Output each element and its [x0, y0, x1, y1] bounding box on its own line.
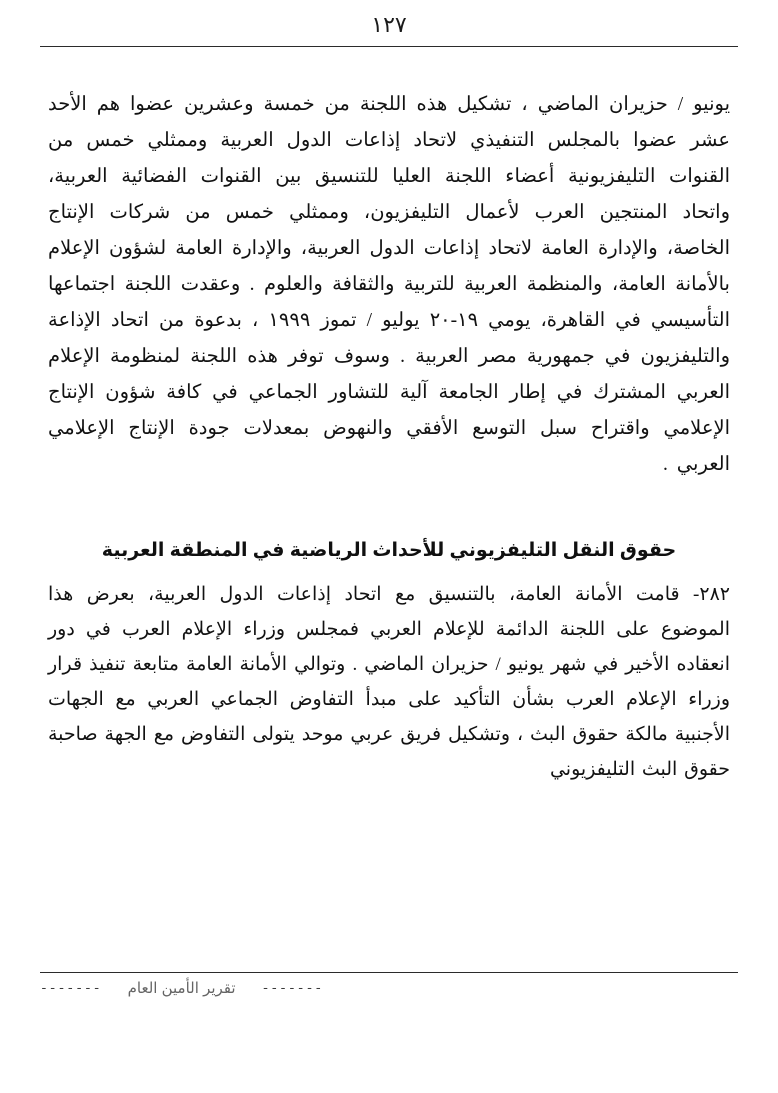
section-heading: حقوق النقل التليفزيوني للأحداث الرياضية في المنطقة العربية — [101, 540, 677, 561]
footer-dashes-left: ------- — [261, 980, 324, 996]
footer-divider — [40, 972, 738, 973]
page-number: ١٢٧ — [371, 12, 407, 37]
body-text-area — [48, 87, 730, 483]
item-number: ٢٨٢- — [693, 584, 730, 605]
paragraph: يونيو / حزيران الماضي ، تشكيل هذه اللجنة من خمسة وعشرين عضوا هم الأحد عشر عضوا بالمجلس التنفيذي لاتحاد إذاعات الدول العربية وممثلي خمس من القنوات التليفزيونية أعضاء اللجنة العليا للتنسيق بين القنوات الفضائية العربية، واتحاد المنتجين العرب لأعمال التليفزيون، وممثلي خمس من شركات الإنتاج الخاصة، والإدارة العامة لاتحاد إذاعات الدول العربية، والإدارة العامة لشؤون الإعلام بالأمانة العامة، والمنظمة العربية للتربية والثقافة والعلوم . وعقدت اللجنة اجتماعها التأسيسي في القاهرة، يومي ١٩-٢٠ يوليو / تموز ١٩٩٩ ، بدعوة من اتحاد الإذاعة والتليفزيون في جمهورية مصر العربية . وسوف توفر هذه اللجنة لمنظومة الإعلام العربي المشترك في إطار الجامعة آلية للتشاور الجماعي في كافة شؤون الإنتاج الإعلامي واقتراح سبل التوسع الأفقي والنهوض بمعدلات جودة الإنتاج الإعلامي العربي . — [48, 94, 730, 475]
numbered-paragraph-block — [48, 577, 730, 787]
footer-row — [40, 979, 738, 997]
page-footer — [0, 972, 778, 997]
header-divider — [40, 46, 738, 47]
footer-dashes-right: ------- — [40, 980, 102, 996]
footer-note: تقرير الأمين العام — [127, 980, 236, 997]
item-text: قامت الأمانة العامة، بالتنسيق مع اتحاد إذاعات الدول العربية، بعرض هذا الموضوع على اللجنة الدائمة للإعلام العربي فمجلس وزراء الإعلام العرب في دور انعقاده الأخير في شهر يونيو / حزيران الماضي . وتوالي الأمانة العامة متابعة تنفيذ قرار وزراء الإعلام العرب بشأن التأكيد على مبدأ التفاوض الجماعي العربي مع الجهات الأجنبية مالكة حقوق البث ، وتشكيل فريق عربي موحد يتولى التفاوض مع الجهة صاحبة حقوق البث التليفزيوني — [48, 584, 730, 780]
numbered-paragraph — [48, 577, 730, 787]
